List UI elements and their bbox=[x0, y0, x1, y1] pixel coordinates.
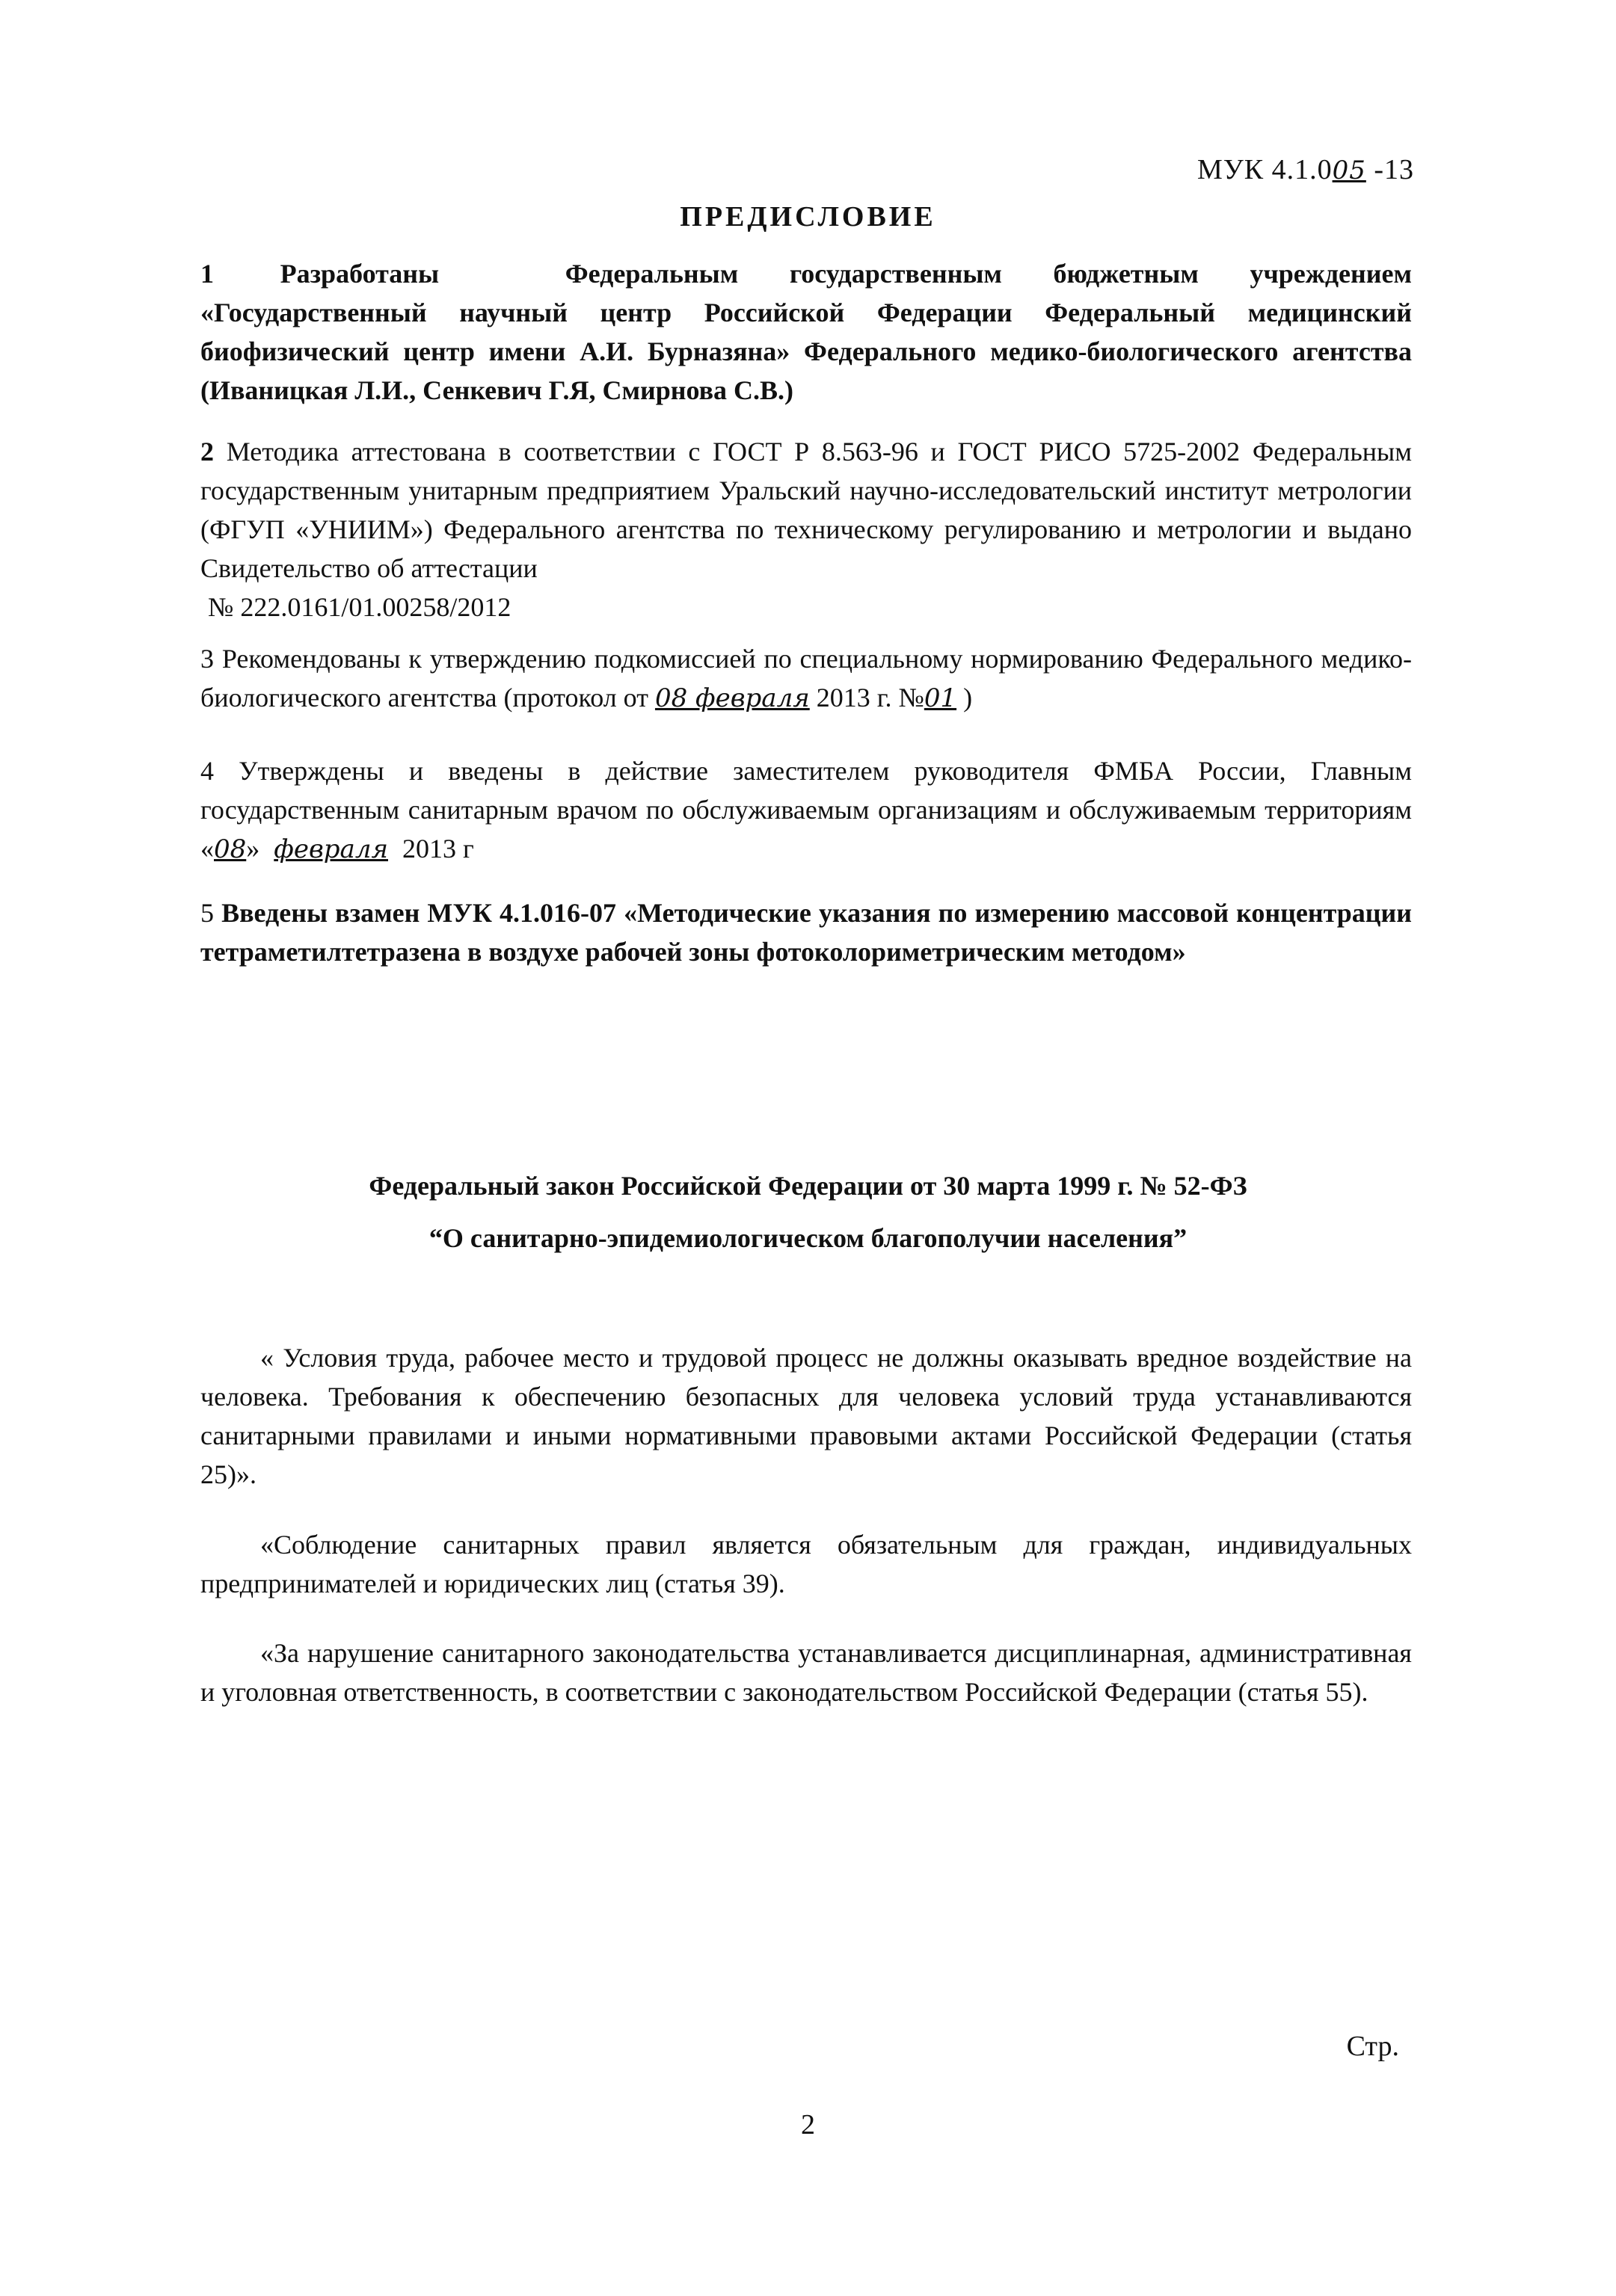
law-title: Федеральный закон Российской Федерации от 30 марта 1999 г. № 52-ФЗ bbox=[369, 1171, 1247, 1201]
item-number: 4 bbox=[200, 756, 214, 786]
item-number: 5 bbox=[200, 898, 214, 928]
preface-item-4 bbox=[200, 751, 1412, 869]
item-text: Введены взамен МУК 4.1.016-07 «Методические указания по измерению массовой концентрации тетраметилтетразена в воздухе рабочей зоны фотоколориметрическим методом» bbox=[200, 898, 1412, 967]
item-text: Федеральным государственным бюджетным учреждением «Государственный научный центр Российской Федерации Федеральный медицинский биофизический центр имени А.И. Бурназяна» Федерального медико-биологического агентства (Иваницкая Л.И., Сенкевич Г.Я, Смирнова С.В.) bbox=[200, 259, 1413, 405]
preface-item-1 bbox=[200, 254, 1412, 410]
law-subtitle: “О санитарно-эпидемиологическом благополучии населения” bbox=[428, 1223, 1188, 1253]
protocol-year: 2013 г. № bbox=[816, 683, 924, 713]
approval-year: 2013 г bbox=[402, 834, 474, 864]
preface-item-2 bbox=[200, 432, 1412, 627]
item-text: Утверждены и введены в действие заместителем руководителя ФМБА России, Главным государственным санитарным врачом по обслуживаемым организациям и обслуживаемым территориям « bbox=[200, 756, 1412, 864]
preface-item-5 bbox=[200, 893, 1412, 971]
document-code-prefix: МУК 4.1.0 bbox=[1197, 154, 1333, 185]
page-number: 2 bbox=[801, 2109, 815, 2140]
document-code-suffix: -13 bbox=[1374, 154, 1414, 185]
item-number: 2 bbox=[200, 437, 214, 467]
page-label: Стр. bbox=[1346, 2031, 1399, 2062]
certificate-number: № 222.0161/01.00258/2012 bbox=[208, 592, 511, 622]
item-text: Рекомендованы к утверждению подкомиссией по специальному нормированию Федерального медико-биологического агентства (протокол от bbox=[200, 644, 1412, 713]
law-quote: « Условия труда, рабочее место и трудовой процесс не должны оказывать вредное воздействие на человека. Требования к обеспечению безопасных для человека условий труда устанавливаются санитарными правилами и иными нормативными правовыми актами Российской Федерации (статья 25)». bbox=[200, 1343, 1412, 1489]
preface-item-3 bbox=[200, 639, 1412, 718]
page-title: ПРЕДИСЛОВИЕ bbox=[680, 201, 936, 233]
protocol-close: ) bbox=[963, 683, 973, 713]
approval-day-handwritten: 08 bbox=[214, 834, 247, 864]
item-text: Методика аттестована в соответствии с ГОСТ Р 8.563-96 и ГОСТ РИСО 5725-2002 Федеральным государственным унитарным предприятием Уральский научно-исследовательский институт метрологии (ФГУП «УНИИМ») Федерального агентства по техническому регулированию и метрологии и выдано Свидетельство об аттестации bbox=[200, 437, 1413, 583]
document-code bbox=[1197, 153, 1414, 186]
item-number: 1 bbox=[200, 259, 214, 289]
item-number: 3 bbox=[200, 644, 214, 674]
protocol-date-handwritten: 08 февраля bbox=[654, 683, 810, 713]
approval-quote-close: » bbox=[246, 834, 260, 864]
protocol-number-handwritten: 01 bbox=[924, 683, 957, 713]
approval-month-handwritten: февраля bbox=[274, 834, 388, 864]
law-quote: «За нарушение санитарного законодательства устанавливается дисциплинарная, административная и уголовная ответственность, в соответствии с законодательством Российской Федерации (статья 55). bbox=[200, 1638, 1412, 1707]
document-code-handwritten: 05 bbox=[1332, 156, 1366, 185]
item-lead: Разработаны bbox=[280, 259, 440, 289]
law-quote: «Соблюдение санитарных правил является обязательным для граждан, индивидуальных предпринимателей и юридических лиц (статья 39). bbox=[200, 1530, 1412, 1598]
